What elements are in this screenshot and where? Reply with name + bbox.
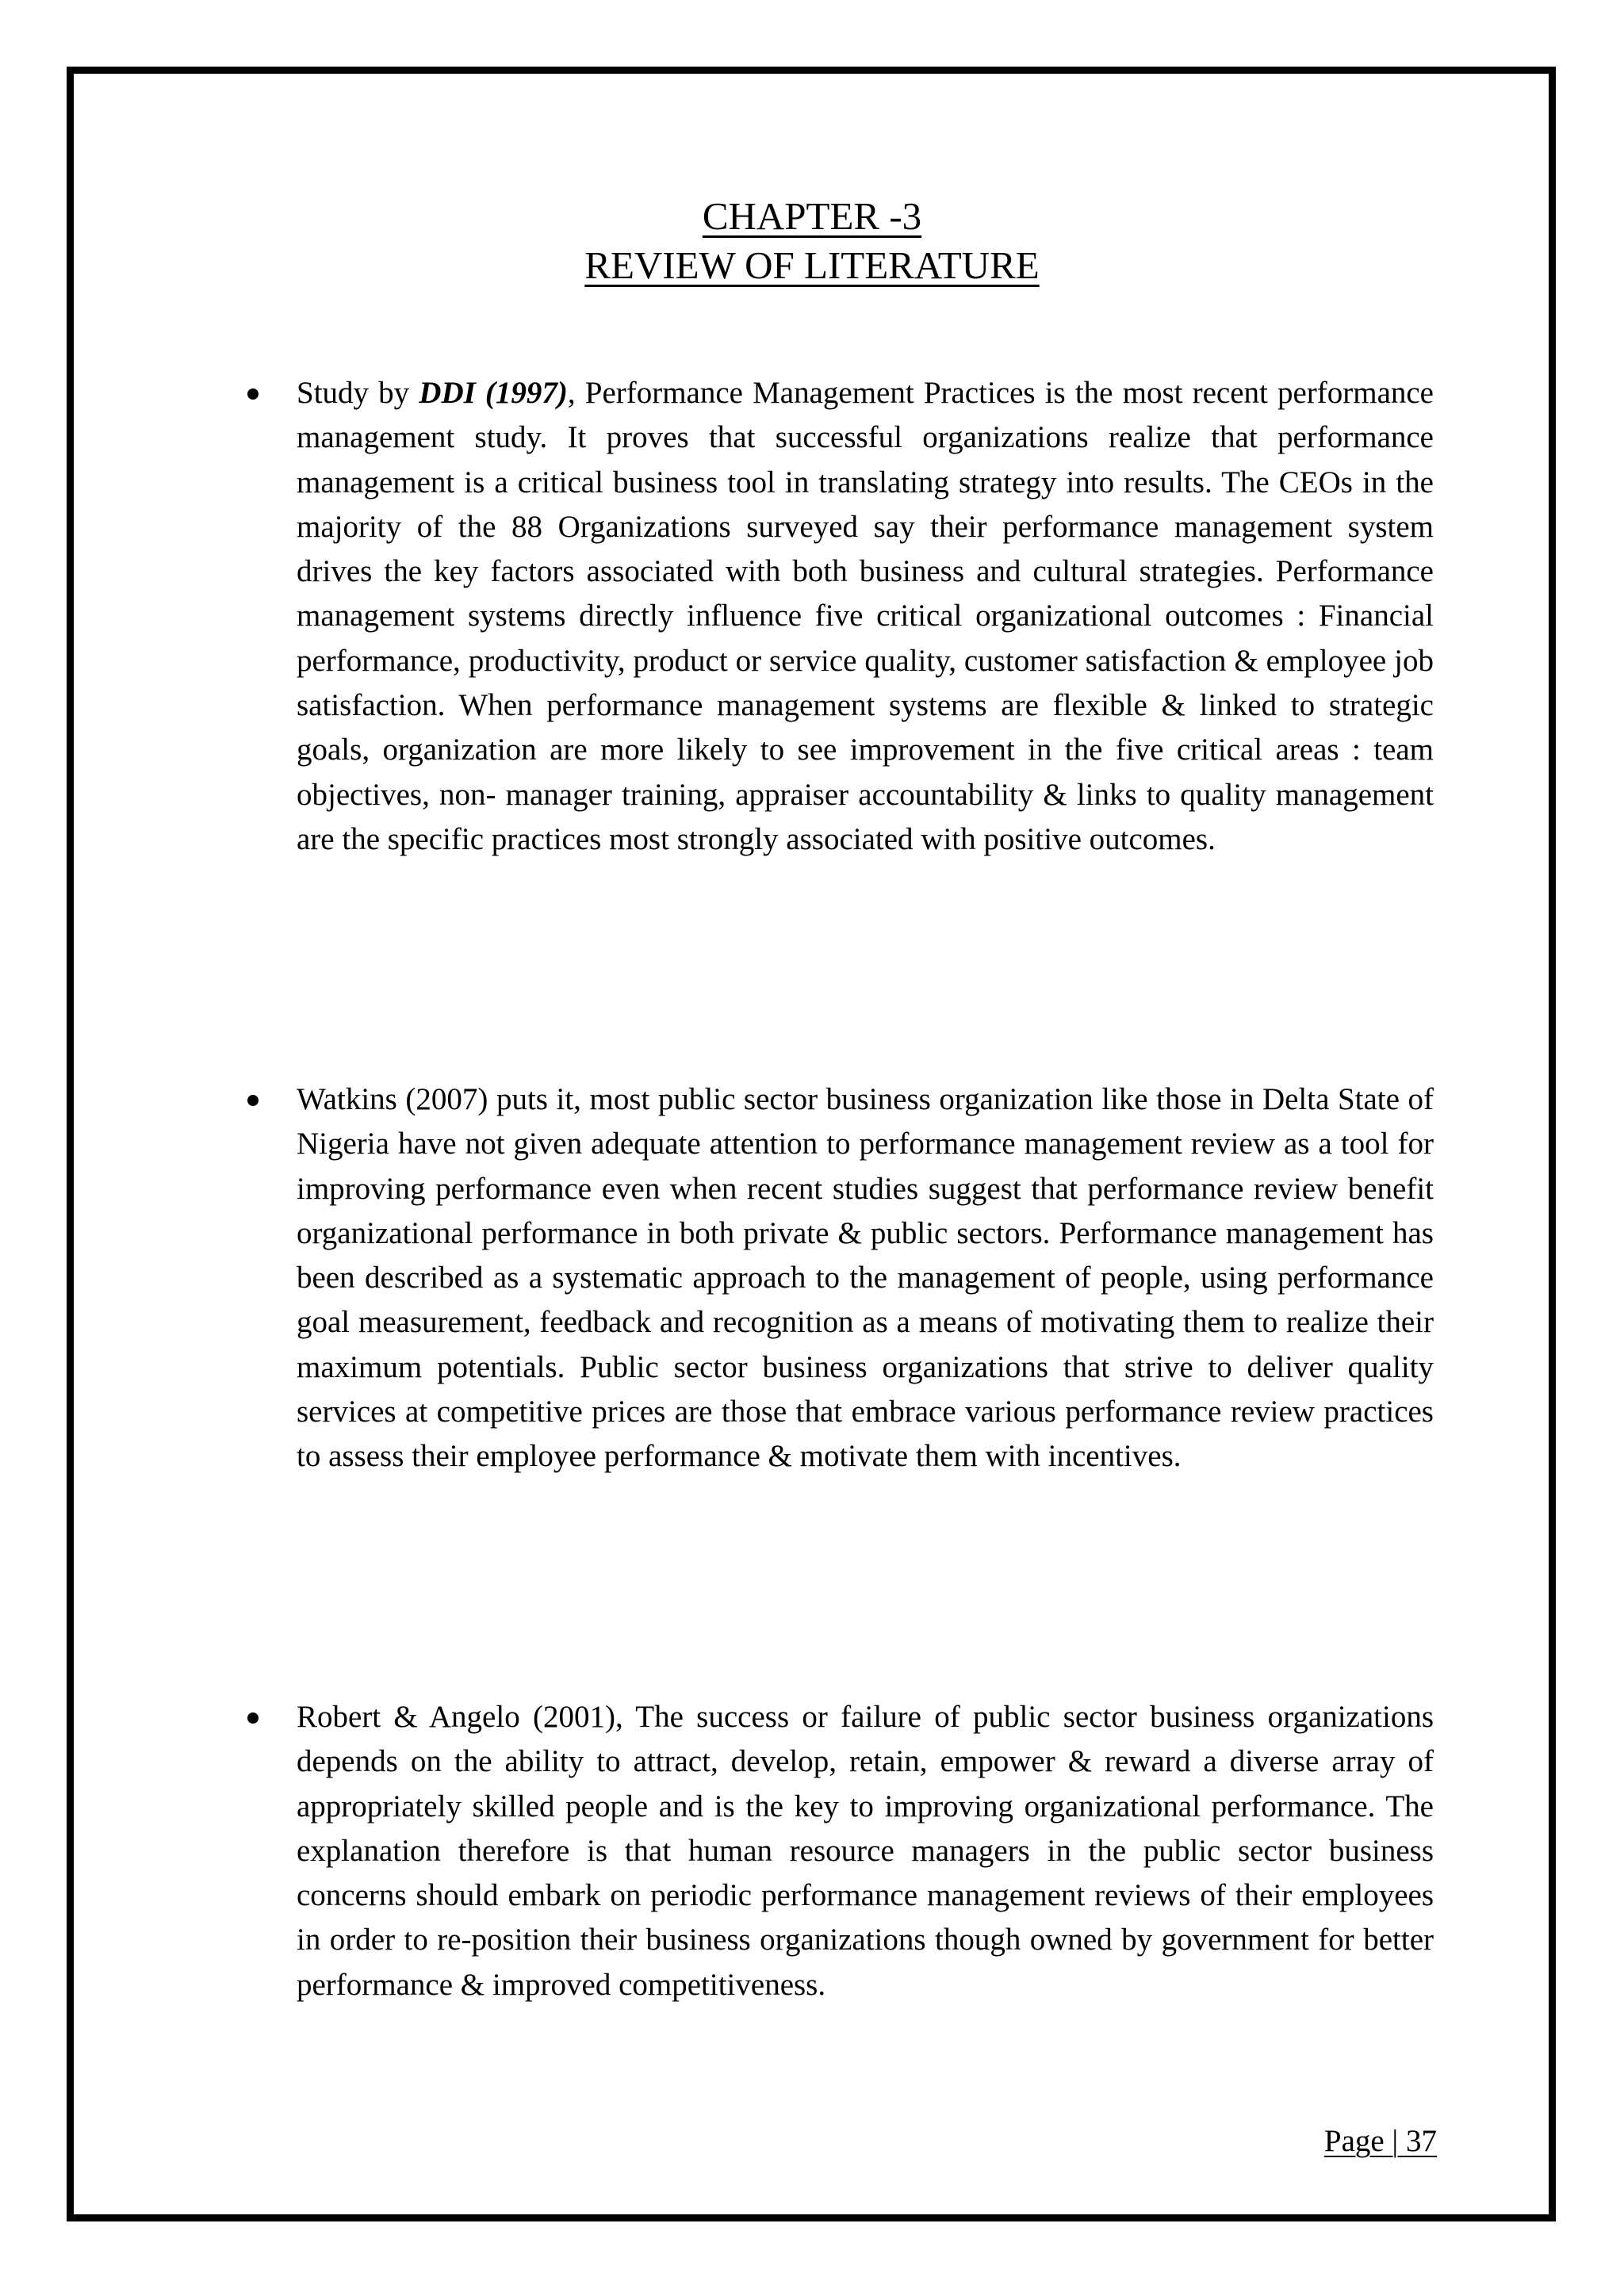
- citation: DDI (1997): [419, 376, 568, 410]
- item-lead: Study by: [297, 376, 419, 410]
- chapter-number: CHAPTER -3: [702, 194, 922, 238]
- literature-item-text: Robert & Angelo (2001), The success or failure of public sector business organizations depends on the ability to attract, develop, retain, empower & reward a diverse array of appropriately skilled people and is the key to improving organizational performance. The explanation therefore is that human resource managers in the public sector business concerns should embark on periodic performance management reviews of their employees in order to re-position their business organizations though owned by government for better performance & improved competitiveness.: [297, 1700, 1434, 2002]
- bullet-icon: [247, 1095, 259, 1106]
- page-number: Page | 37: [1323, 2124, 1437, 2158]
- bullet-icon: [247, 388, 259, 400]
- literature-item-text: [297, 371, 1434, 862]
- item-body: , Performance Management Practices is the most recent performance management study. It proves that successful organizations realize that performance management is a critical business tool in translating strategy into results. The CEOs in the majority of the 88 Organizations surveyed say their performance management system drives the key factors associated with both business and cultural strategies. Performance management systems directly influence five critical organizational outcomes : Financial performance, productivity, product or service quality, customer satisfaction & employee job satisfaction. When performance management systems are flexible & linked to strategic goals, organization are more likely to see improvement in the five critical areas : team objectives, non- manager training, appraiser accountability & links to quality management are the specific practices most strongly associated with positive outcomes.: [297, 376, 1434, 856]
- bullet-icon: [247, 1712, 259, 1724]
- chapter-title: REVIEW OF LITERATURE: [584, 243, 1040, 287]
- literature-item-text: Watkins (2007) puts it, most public sector business organization like those in Delta State of Nigeria have not given adequate attention to performance management review as a tool for improving performance even when recent studies suggest that performance review benefit organizational performance in both private & public sectors. Performance management has been described as a systematic approach to the management of people, using performance goal measurement, feedback and recognition as a means of motivating them to realize their maximum potentials. Public sector business organizations that strive to deliver quality services at competitive prices are those that embrace various performance review practices to assess their employee performance & motivate them with incentives.: [297, 1082, 1434, 1474]
